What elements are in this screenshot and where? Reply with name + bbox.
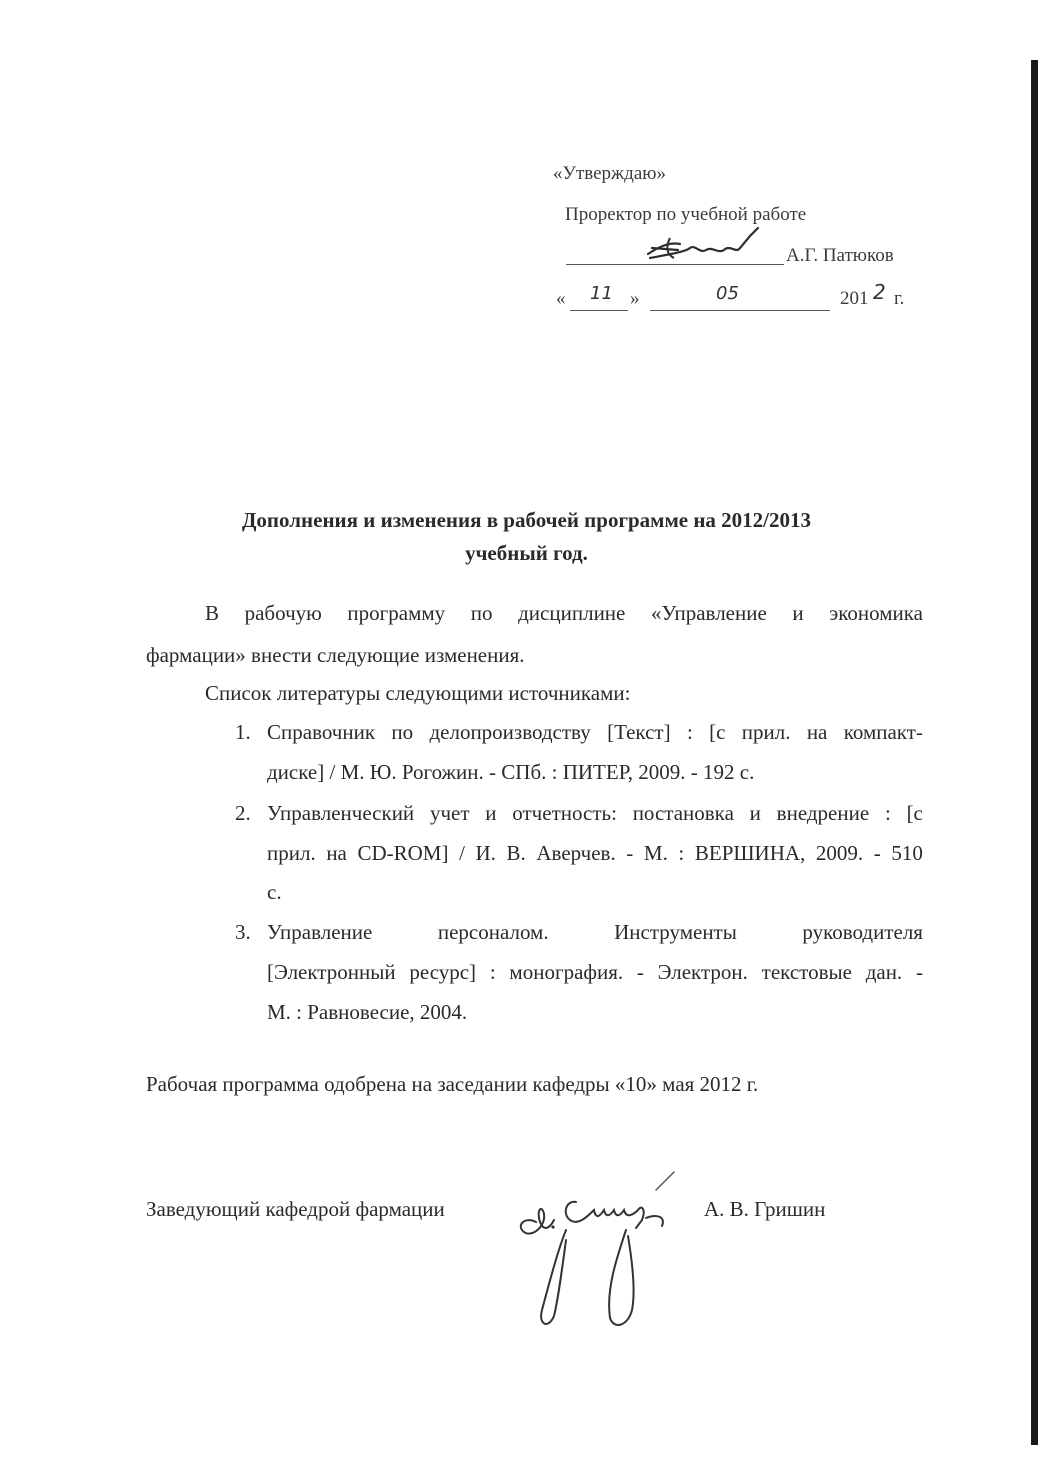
word: постановка	[632, 801, 734, 825]
word: Аверчев.	[536, 841, 616, 865]
word: Электрон.	[657, 960, 748, 984]
word: -	[873, 841, 881, 865]
word: :	[489, 960, 496, 984]
word: Инструменты	[614, 920, 737, 944]
prorector-name: А.Г. Патюков	[786, 245, 894, 266]
word: компакт-	[843, 720, 923, 744]
intro-line1	[205, 601, 923, 625]
word: [с	[906, 801, 923, 825]
word: [с	[709, 720, 726, 744]
word: -	[915, 960, 923, 984]
word: Справочник	[267, 720, 376, 744]
word: «Управление	[650, 601, 767, 625]
prorector-signature-icon	[640, 224, 780, 270]
word: И.	[475, 841, 496, 865]
word: текстовые	[761, 960, 852, 984]
word: ВЕРШИНА,	[694, 841, 806, 865]
reference-2-number: 2.	[235, 801, 251, 825]
list-intro: Список литературы следующими источниками:	[205, 681, 631, 705]
word: по	[470, 601, 493, 625]
reference-3-line3: М. : Равновесие, 2004.	[267, 1000, 468, 1024]
document-title-line2: учебный год.	[465, 541, 588, 565]
word: CD-ROM]	[357, 841, 449, 865]
word: делопроизводству	[429, 720, 591, 744]
word: экономика	[829, 601, 923, 625]
word: рабочую	[244, 601, 322, 625]
month-handwritten: 05	[716, 283, 739, 304]
month-line	[650, 310, 830, 311]
word: дисциплине	[518, 601, 626, 625]
reference-3-line1	[267, 920, 923, 944]
word: монография.	[509, 960, 624, 984]
scan-edge-bar	[1031, 60, 1038, 1445]
word: руководителя	[802, 920, 923, 944]
date-open-quote: «	[556, 288, 566, 309]
approval-heading: «Утверждаю»	[553, 163, 666, 184]
word: :	[678, 841, 685, 865]
reference-2-line1	[267, 801, 923, 825]
year-suffix-handwritten: 2	[873, 280, 886, 304]
word: внедрение	[776, 801, 870, 825]
word: Управленческий	[267, 801, 415, 825]
reference-2-line3: с.	[267, 880, 282, 904]
word: [Электронный	[267, 960, 396, 984]
approval-position: Проректор по учебной работе	[565, 204, 807, 225]
approval-note: Рабочая программа одобрена на заседании кафедры «10» мая 2012 г.	[146, 1072, 759, 1096]
document-title-line1: Дополнения и изменения в рабочей программе на 2012/2013	[241, 508, 812, 532]
word: по	[391, 720, 414, 744]
word: :	[686, 720, 693, 744]
reference-1-number: 1.	[235, 720, 251, 744]
word: прил.	[267, 841, 316, 865]
word: 510	[891, 841, 923, 865]
day-handwritten: 11	[590, 283, 613, 304]
word: :	[884, 801, 891, 825]
word: персоналом.	[437, 920, 549, 944]
word: на	[806, 720, 828, 744]
date-close-quote: »	[630, 288, 640, 309]
word: ресурс]	[409, 960, 477, 984]
word: В	[205, 601, 220, 625]
word: программу	[347, 601, 446, 625]
word: Управление	[267, 920, 373, 944]
word: и	[792, 601, 804, 625]
word: М.	[643, 841, 668, 865]
signatory-position: Заведующий кафедрой фармации	[146, 1197, 445, 1221]
reference-3-line2	[267, 960, 923, 984]
word: и	[749, 801, 761, 825]
reference-1-line1	[267, 720, 923, 744]
word: [Текст]	[607, 720, 671, 744]
signatory-name: А. В. Гришин	[704, 1197, 826, 1221]
year-unit: г.	[894, 288, 905, 309]
intro-line2: фармации» внести следующие изменения.	[146, 643, 525, 667]
word: и	[485, 801, 497, 825]
head-signature-icon	[506, 1170, 706, 1335]
word: на	[326, 841, 347, 865]
day-line	[570, 310, 628, 311]
reference-2-line2	[267, 841, 923, 865]
word: В.	[506, 841, 526, 865]
reference-1-line2: диске] / М. Ю. Рогожин. - СПб. : ПИТЕР, 2009. - 192 с.	[267, 760, 755, 784]
word: -	[636, 960, 644, 984]
word: прил.	[741, 720, 791, 744]
word: 2009.	[815, 841, 864, 865]
word: /	[459, 841, 465, 865]
word: отчетность:	[512, 801, 617, 825]
word: учет	[429, 801, 470, 825]
word: дан.	[865, 960, 903, 984]
reference-3-number: 3.	[235, 920, 251, 944]
year-prefix: 201	[840, 288, 869, 309]
word: -	[626, 841, 634, 865]
